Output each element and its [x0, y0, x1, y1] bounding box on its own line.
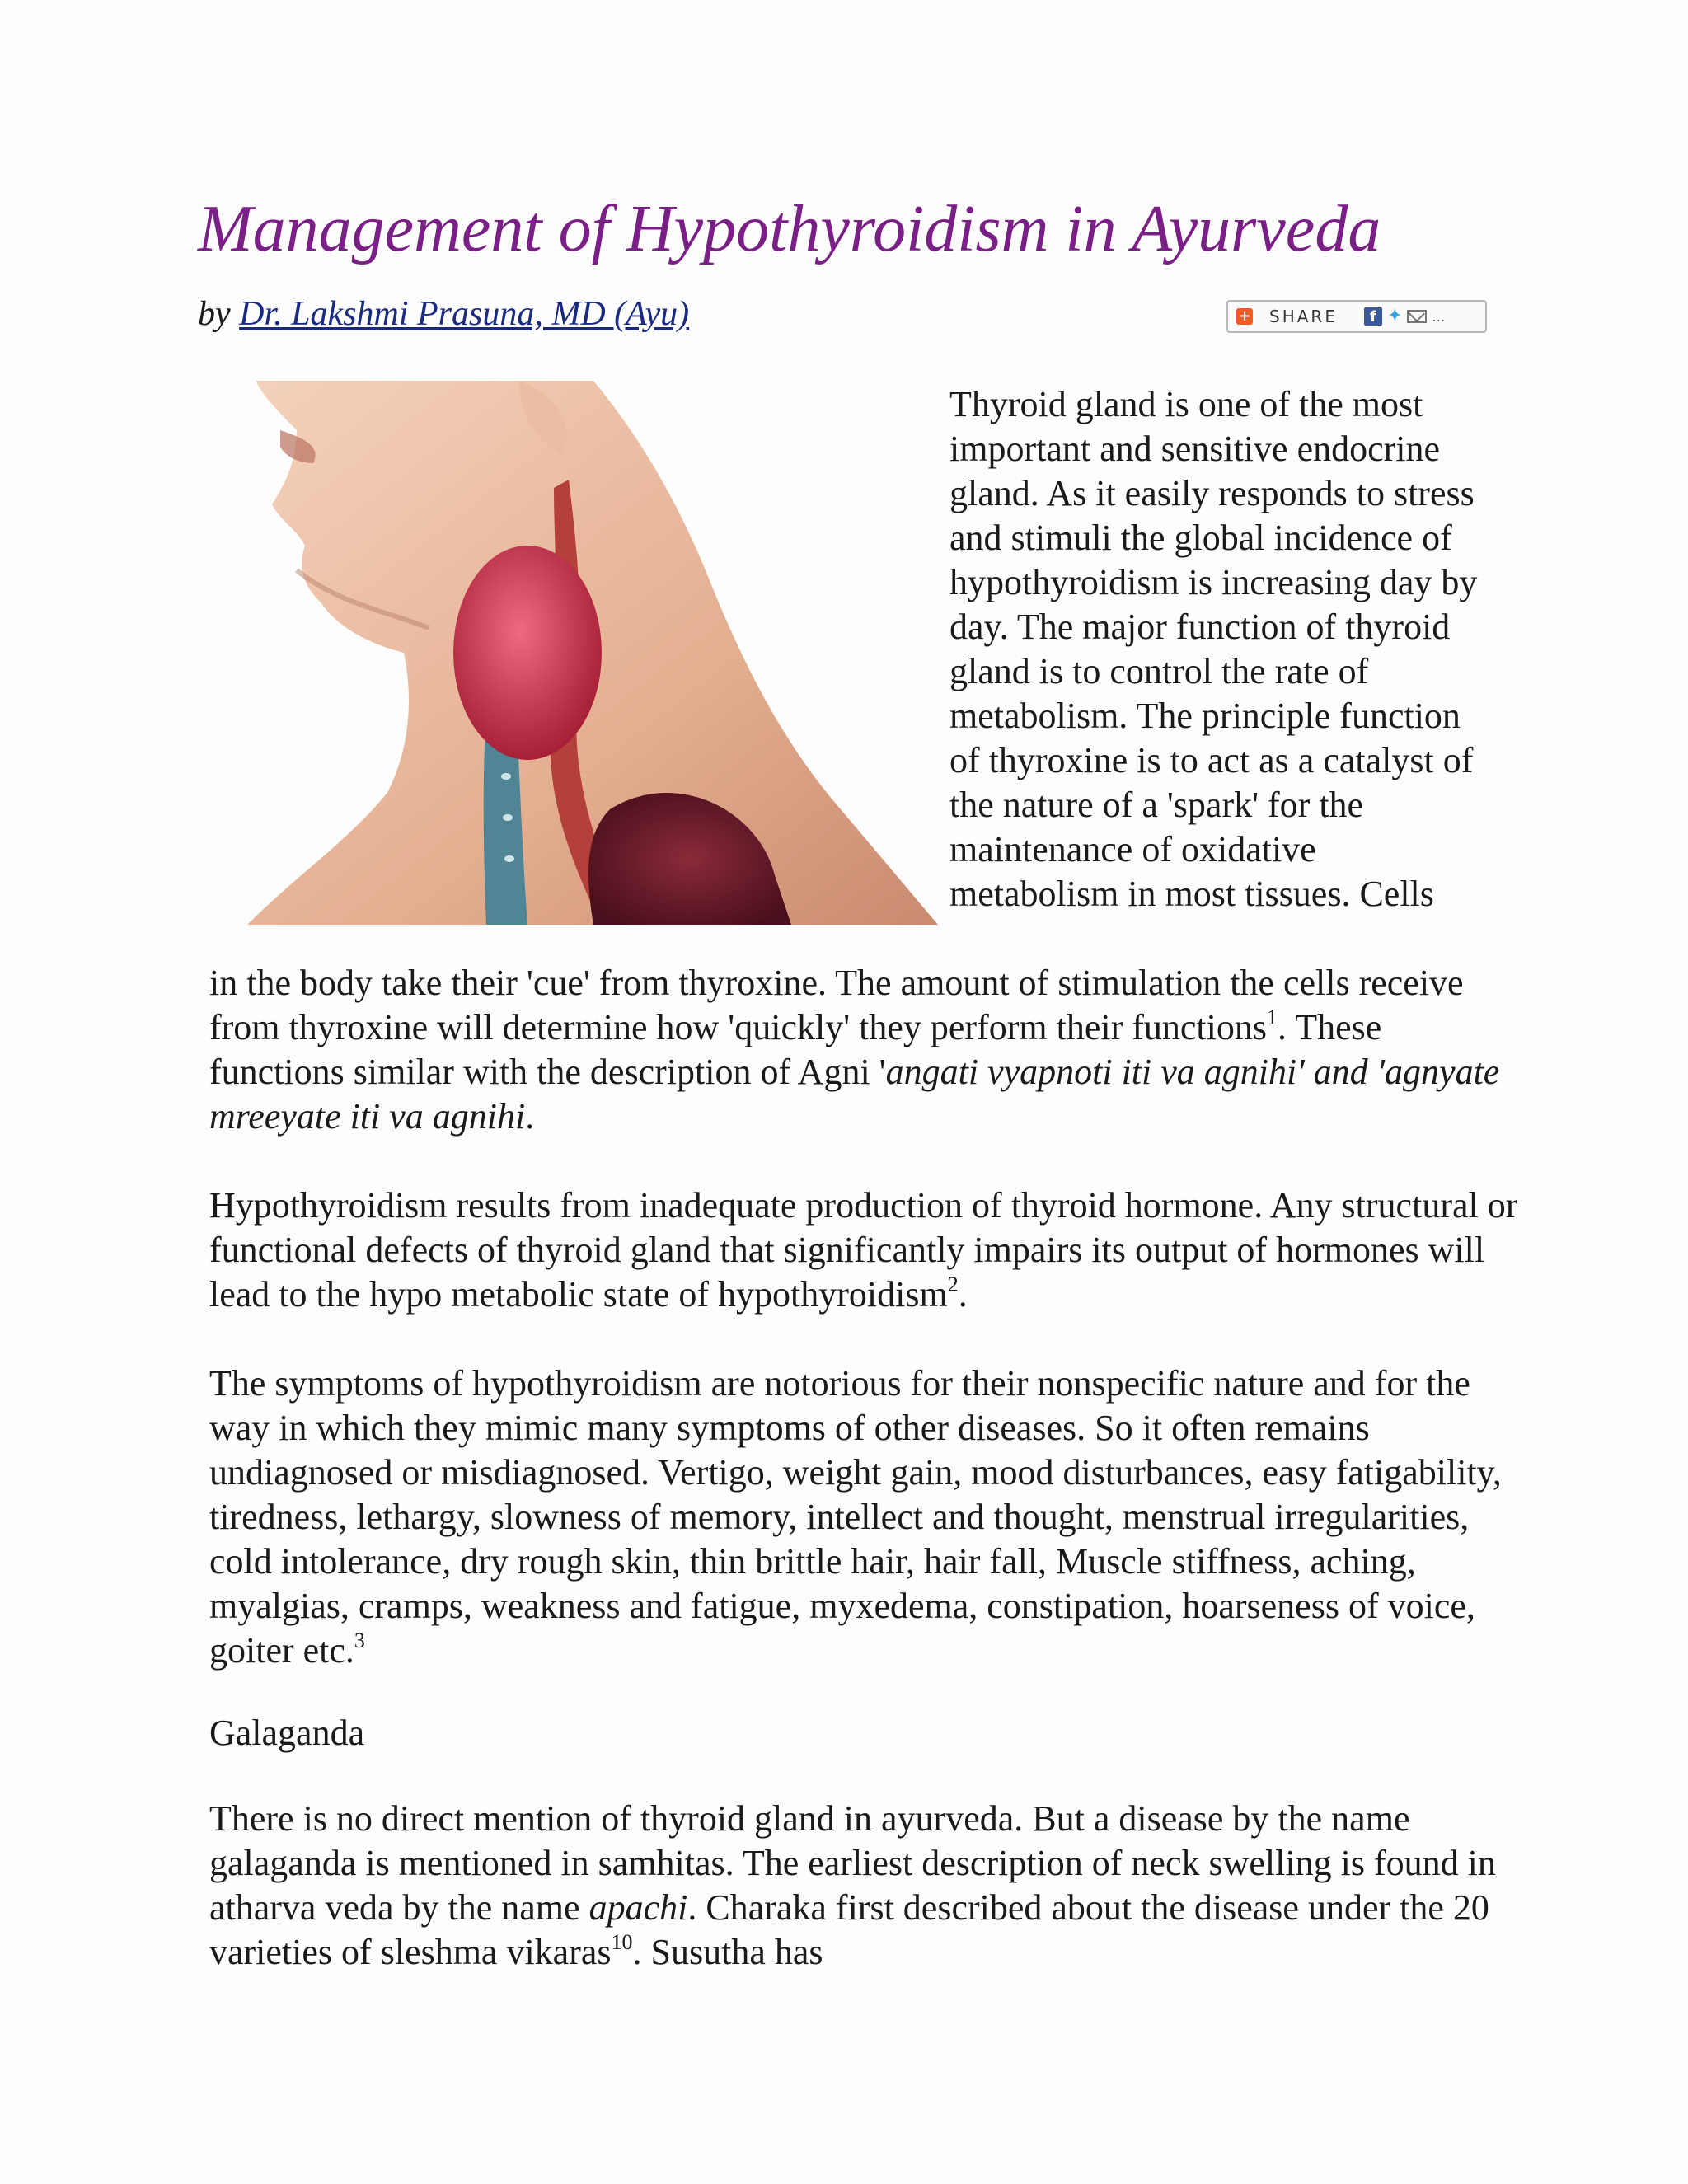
- apachi-term: apachi: [588, 1887, 688, 1928]
- page-title: Management of Hypothyroidism in Ayurveda: [198, 193, 1381, 265]
- section-heading-galaganda: Galaganda: [209, 1713, 365, 1753]
- intro-end: .: [525, 1096, 535, 1137]
- sanskrit-quote: angati vyapnoti iti va agnihi' and 'agnyate mreeyate iti va agnihi: [209, 1052, 1500, 1137]
- hypothyroidism-end: .: [958, 1274, 968, 1315]
- byline: [198, 297, 689, 331]
- byline-prefix: by: [198, 295, 231, 333]
- thyroid-neck-illustration: [247, 381, 938, 925]
- hypothyroidism-text: Hypothyroidism results from inadequate production of thyroid hormone. Any structural or functional defects of thyroid gland that significantly impairs its output of hormones will lead to the hypo metabolic state of hypothyroidism: [209, 1185, 1518, 1315]
- galaganda-text-1: There is no direct mention of thyroid gland in ayurveda. But a disease by the name galaganda is mentioned in samhitas. The earliest description of neck swelling is found in atharva veda by the name: [209, 1798, 1496, 1928]
- facebook-icon[interactable]: f: [1364, 307, 1382, 326]
- footnote-ref-3: 3: [354, 1629, 365, 1653]
- plus-icon: +: [1236, 308, 1253, 325]
- galaganda-text-2: . Charaka first described about the disease under the 20 varieties of sleshma vikaras: [209, 1887, 1489, 1972]
- intro-paragraph: [950, 382, 1485, 916]
- author-link[interactable]: Dr. Lakshmi Prasuna, MD (Ayu): [239, 295, 690, 333]
- intro-text: Thyroid gland is one of the most important and sensitive endocrine gland. As it easily responds to stress and stimuli the global incidence of hypothyroidism is increasing day by day. The major function of thyroid gland is to control the rate of metabolism. The principle function of thyroxine is to act as a catalyst of the nature of a 'spark' for the maintenance of oxidative metabolism in most tissues. Cells: [950, 384, 1478, 914]
- symptoms-paragraph: [209, 1361, 1520, 1673]
- more-icon[interactable]: …: [1432, 308, 1446, 325]
- intro-continuation-text: in the body take their 'cue' from thyroxine. The amount of stimulation the cells receive from thyroxine will determine how 'quickly' they perform their functions: [209, 963, 1464, 1047]
- footnote-ref-1: 1: [1266, 1005, 1278, 1030]
- intro-continuation: [209, 961, 1520, 1139]
- intro-continuation-text-2: . These functions similar with the description of Agni ': [209, 1007, 1382, 1092]
- email-icon[interactable]: [1407, 310, 1427, 323]
- twitter-icon[interactable]: ✦: [1386, 306, 1403, 326]
- footnote-ref-10: 10: [611, 1930, 633, 1955]
- illustration-svg: [247, 381, 938, 925]
- galaganda-paragraph: [209, 1797, 1520, 1975]
- hypothyroidism-paragraph: [209, 1183, 1520, 1317]
- share-label: SHARE: [1269, 307, 1338, 326]
- footnote-ref-2: 2: [947, 1272, 959, 1297]
- share-button[interactable]: [1226, 300, 1487, 333]
- galaganda-text-3: . Susutha has: [632, 1932, 823, 1972]
- symptoms-text: The symptoms of hypothyroidism are notorious for their nonspecific nature and for the way in which they mimic many symptoms of other diseases. So it often remains undiagnosed or misdiagnosed. Vertigo, weight gain, mood disturbances, easy fatigability, tiredness, lethargy, slowness of memory, intellect and thought, menstrual irregularities, cold intolerance, dry rough skin, thin brittle hair, hair fall, Muscle stiffness, aching, myalgias, cramps, weakness and fatigue, myxedema, constipation, hoarseness of voice, goiter etc.: [209, 1363, 1502, 1671]
